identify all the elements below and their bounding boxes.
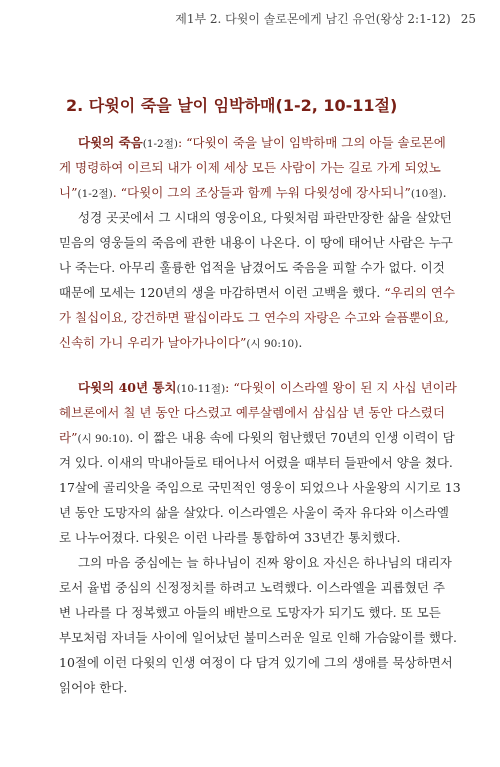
body-text: . 이 짧은 내용 속에 다윗의 험난했던 70년의 인생 이력이 담: [129, 430, 455, 445]
paragraph-line: [59, 375, 459, 400]
verse-reference: (시 90:10): [246, 338, 299, 350]
body-text: 때문에 모세는 120년의 생을 마감하면서 이런 고백을 했다.: [59, 285, 385, 300]
scripture-quote: 라”: [59, 430, 78, 445]
paragraph-line: 그의 마음 중심에는 늘 하나님이 진짜 왕이요 자신은 하나님의 대리자: [78, 555, 452, 570]
verse-reference: (10절): [410, 188, 443, 200]
verse-reference: (시 90:10): [77, 433, 130, 445]
page-number: 25: [460, 12, 476, 26]
paragraph-line: 로서 율법 중심의 신정정치를 하려고 노력했다. 이스라엘을 괴롭혔던 주: [59, 580, 445, 595]
scripture-quote: 니”: [59, 185, 78, 200]
paragraph-line: 나 죽는다. 아무리 훌륭한 업적을 남겼어도 죽음을 피할 수가 없다. 이것: [59, 260, 445, 275]
paragraph-line: 겨 있다. 이새의 막내아들로 태어나서 어렸을 때부터 들판에서 양을 쳤다.: [59, 455, 453, 470]
scripture-quote: : “다윗이 이스라엘 왕이 된 지 사십 년이라: [225, 380, 457, 395]
scripture-quote: “우리의 연수: [384, 285, 456, 300]
section-david-death: [59, 130, 459, 355]
paragraph-line: 변 나라를 다 정복했고 아들의 배반으로 도망자가 되기도 했다. 또 모든: [59, 605, 441, 620]
verse-reference: (10-11절): [176, 383, 226, 395]
paragraph-line: 로 나누어졌다. 다윗은 이런 나라를 통합하여 33년간 통치했다.: [59, 530, 401, 545]
paragraph-line: [59, 180, 459, 205]
paragraph-line: 17살에 골리앗을 죽임으로 국민적인 영웅이 되었으나 사울왕의 시기로 13: [59, 480, 461, 495]
paragraph-line: [59, 280, 459, 305]
paragraph-line: [59, 305, 459, 330]
paragraph-line: 10절에 이런 다윗의 인생 여정이 다 담겨 있기에 그의 생애를 묵상하면서: [59, 655, 453, 670]
scripture-quote: . “다윗이 그의 조상들과 함께 누워 다윗성에 장사되니”: [112, 185, 411, 200]
verse-reference: (1-2절): [142, 138, 178, 150]
scripture-quote: 헤브론에서 칠 년 동안 다스렸고 예루살렘에서 삼십삼 년 동안 다스렸더: [59, 405, 445, 420]
scripture-quote: 신속히 가니 우리가 날아가나이다”: [59, 335, 247, 350]
paragraph-line: 년 동안 도망자의 삶을 살았다. 이스라엘은 사울이 죽자 유다와 이스라엘: [59, 505, 449, 520]
paragraph-line: [59, 155, 459, 180]
scripture-quote: 가 칠십이요, 강건하면 팔십이라도 그 연수의 자랑은 수고와 슬픔뿐이요,: [59, 310, 449, 325]
running-header: [175, 10, 476, 27]
scripture-quote: 게 명령하여 이르되 내가 이제 세상 모든 사람이 가는 길로 가게 되었노: [59, 160, 441, 175]
verse-reference: (1-2절): [77, 188, 113, 200]
scripture-quote: : “다윗이 죽을 날이 임박하매 그의 아들 솔로몬에: [177, 135, 446, 150]
paragraph-line: [59, 330, 459, 355]
punctuation: .: [442, 185, 447, 200]
paragraph-line: 부모처럼 자녀들 사이에 일어났던 불미스러운 일로 인해 가슴앓이를 했다.: [59, 630, 458, 645]
paragraph-line: 읽어야 한다.: [59, 680, 128, 695]
paragraph-line: [59, 130, 459, 155]
header-title: 제1부 2. 다윗이 솔로몬에게 남긴 유언(왕상 2:1-12): [175, 12, 451, 26]
punctuation: .: [298, 335, 303, 350]
section-david-reign: [59, 375, 459, 700]
paragraph-line: [59, 425, 459, 450]
subsection-title: 다윗의 죽음: [78, 135, 143, 150]
section-heading: 2. 다윗이 죽을 날이 임박하매(1-2, 10-11절): [66, 96, 398, 115]
paragraph-line: 믿음의 영웅들의 죽음에 관한 내용이 나온다. 이 땅에 태어난 사람은 누구: [59, 235, 453, 250]
subsection-title: 다윗의 40년 통치: [78, 380, 177, 395]
paragraph-line: 성경 곳곳에서 그 시대의 영웅이요, 다윗처럼 파란만장한 삶을 살았던: [78, 210, 452, 225]
paragraph-line: [59, 400, 459, 425]
